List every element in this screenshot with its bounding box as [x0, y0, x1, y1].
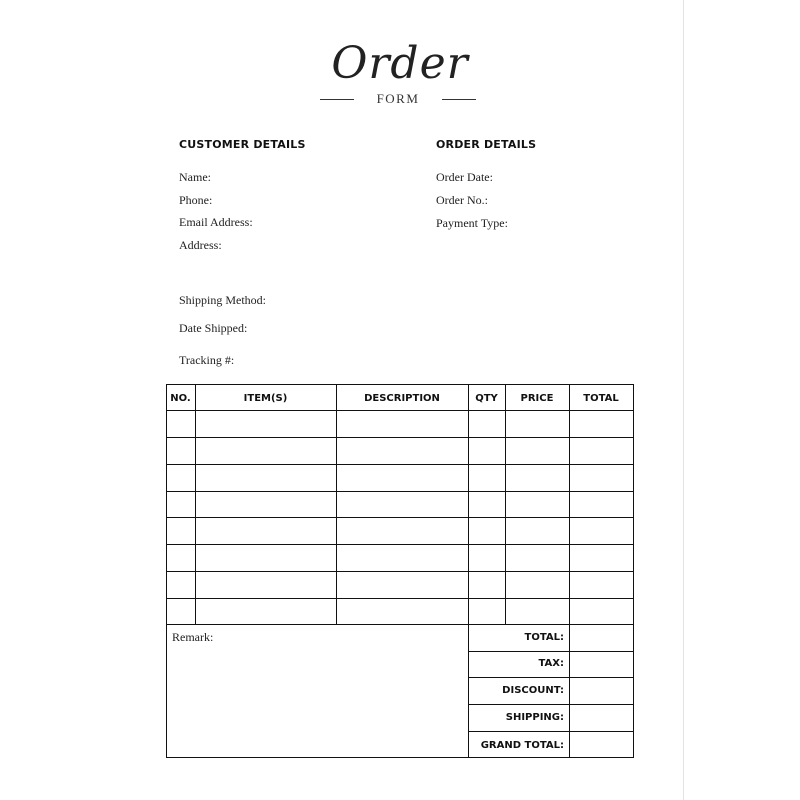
table-border-bottom [166, 757, 634, 758]
tax-label: TAX: [538, 658, 564, 669]
name-field-label: Name: [179, 170, 211, 184]
totals-divider [468, 677, 634, 678]
shipping-label: SHIPPING: [505, 712, 564, 723]
row-divider [166, 491, 634, 492]
totals-divider [468, 704, 634, 705]
row-divider [166, 598, 634, 599]
customer-details-heading: CUSTOMER DETAILS [179, 138, 306, 151]
total-label: TOTAL: [524, 632, 564, 643]
tracking-field-label: Tracking #: [179, 353, 235, 367]
payment-type-field-label: Payment Type: [436, 216, 508, 230]
row-divider [166, 544, 634, 545]
shipping-method-field-label: Shipping Method: [179, 293, 267, 307]
subtitle-row [320, 91, 476, 107]
address-field-label: Address: [179, 238, 222, 252]
row-divider [166, 571, 634, 572]
column-divider [195, 384, 196, 625]
form-subtitle: FORM [376, 91, 420, 106]
column-header-no: NO. [170, 393, 191, 404]
date-shipped-field-label: Date Shipped: [179, 321, 248, 335]
column-header-items: ITEM(S) [243, 393, 288, 404]
email-field-label: Email Address: [179, 215, 253, 229]
order-no-field-label: Order No.: [436, 193, 488, 207]
order-date-field-label: Order Date: [436, 170, 493, 184]
table-border-top [166, 384, 634, 385]
totals-divider [468, 731, 634, 732]
row-divider [166, 517, 634, 518]
header-row-divider [166, 410, 634, 411]
subtitle-divider-right [442, 99, 476, 100]
row-divider [166, 437, 634, 438]
column-header-qty: QTY [475, 393, 498, 404]
discount-label: DISCOUNT: [502, 685, 564, 696]
phone-field-label: Phone: [179, 193, 213, 207]
remark-label: Remark: [172, 630, 214, 644]
column-divider [505, 384, 506, 625]
form-title: Order [331, 38, 469, 89]
row-divider [166, 464, 634, 465]
column-divider [468, 384, 469, 758]
column-divider [336, 384, 337, 625]
column-header-total: TOTAL [583, 393, 619, 404]
totals-divider [468, 651, 634, 652]
order-table [166, 384, 634, 758]
column-header-description: DESCRIPTION [364, 393, 440, 404]
page-edge [683, 0, 684, 800]
grand-total-label: GRAND TOTAL: [480, 740, 564, 751]
column-header-price: PRICE [520, 393, 554, 404]
column-divider [569, 384, 570, 758]
items-bottom-divider [166, 624, 634, 625]
order-details-heading: ORDER DETAILS [436, 138, 537, 151]
